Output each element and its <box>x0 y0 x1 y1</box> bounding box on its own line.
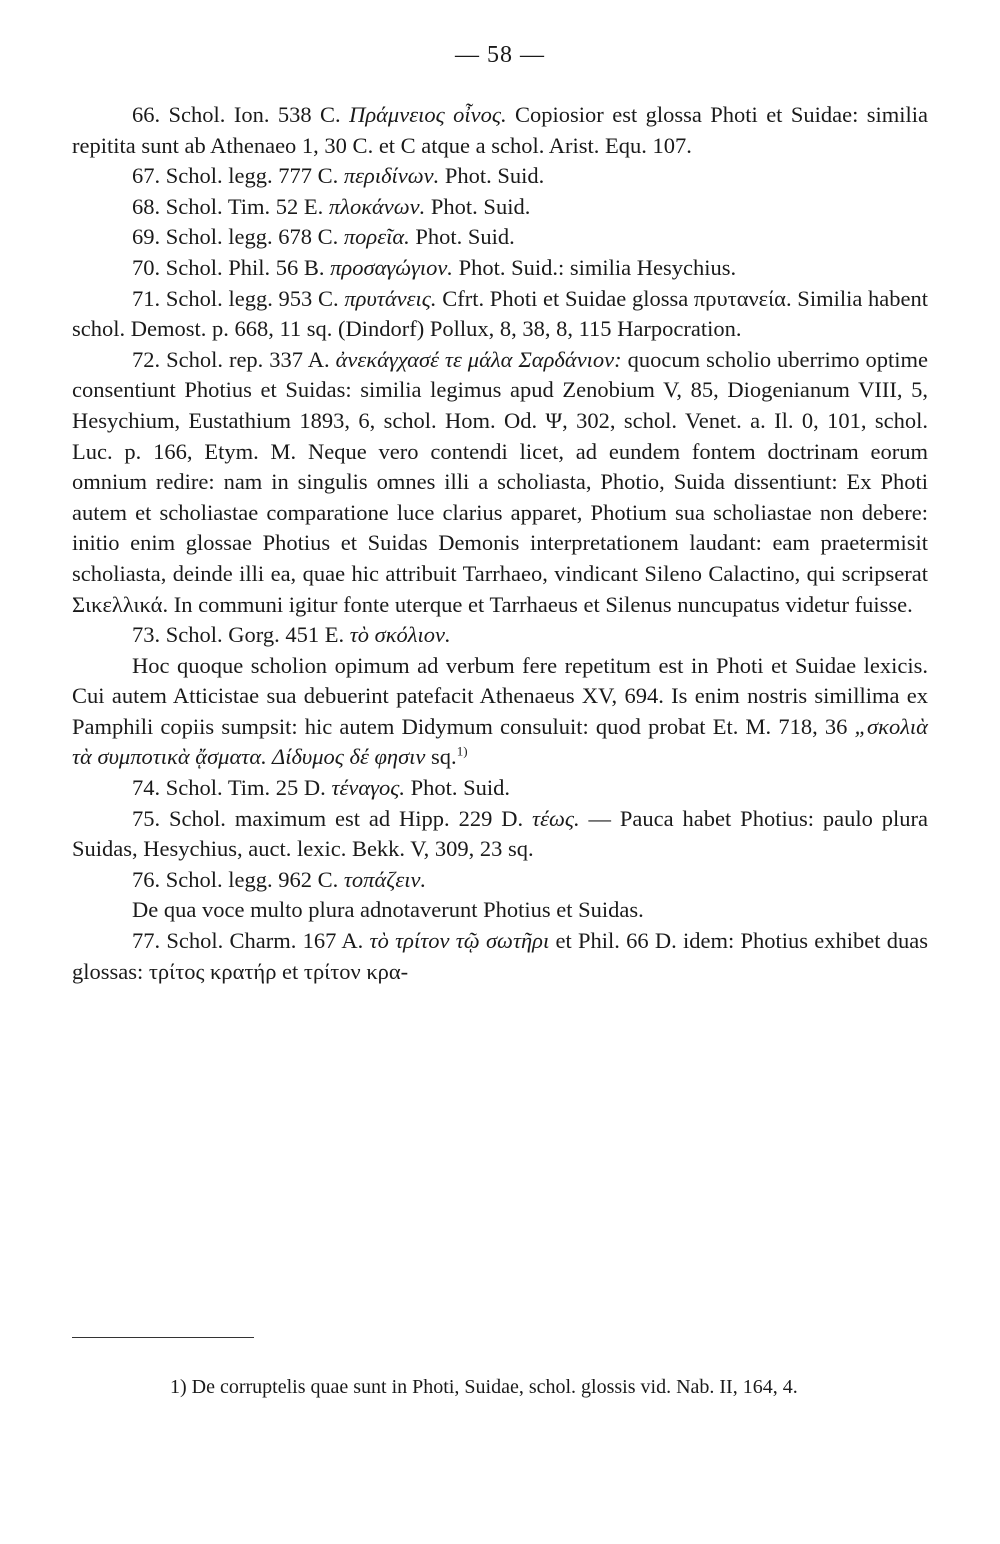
entry-66: 66. Schol. Ion. 538 C. Πράμνειος οἶνος. Copiosior est glossa Photi et Suidae: similia repitita sunt ab Athenaeo 1, 30 C. et C atque a schol. Arist. Equ. 107. <box>72 102 928 158</box>
entry-75: 75. Schol. maximum est ad Hipp. 229 D. τέως. — Pauca habet Photius: paulo plura Suidas, Hesychius, auct. lexic. Bekk. V, 309, 23 sq. <box>72 805 928 862</box>
page-number: — 58 — <box>455 42 545 68</box>
footnote-reference: 1) <box>456 743 468 759</box>
entry-73: 73. Schol. Gorg. 451 E. τὸ σκόλιον. <box>132 622 451 648</box>
main-text <box>72 100 928 987</box>
entry-73-continuation: Hoc quoque scholion opimum ad verbum fere repetitum est in Photi et Suidae lexicis. Cui autem Atticistae sua debuerint patefacit Athenaeus XV, 694. Is enim nostris simillima ex Pamphili copiis sumpsit: hic autem Didymum consuluit: quod probat Et. M. 718, 36 „σκολιὰ τὰ συμποτικὰ ᾄσματα. Δίδυμος δέ φησιν sq.$^{1)}$ <box>72 652 928 770</box>
entry-72: 72. Schol. rep. 337 A. ἀνεκάγχασέ τε μάλα Σαρδάνιον: quocum scholio uberrimo optime consentiunt Photius et Suidas: similia legimus apud Zenobium V, 85, Diogenianum VIII, 5, Hesychium, Eustathium 1893, 6, schol. Hom. Od. Ψ, 302, schol. Venet. a. Il. 0, 101, schol. Luc. p. 166, Etym. M. Neque vero contendi licet, ad eundem fontem doctrinam eorum omnium redire: nam in singulis omnes illi a scholiasta, Photio, Suida dissentiunt: Ex Photi autem et scholiastae comparatione luce clarius apparet, Photium sua scholiastae non debere: initio enim glossae Photius et Suidas Demonis interpretationem laudant: eam praetermisit scholiasta, deinde illi ea, quae hic attribuit Tarrhaeo, vindicant Sileno Calactino, qui scripserat Σικελλικά. In communi igitur fonte uterque et Tarrhaeus et Silenus nuncupatus videtur fuisse. <box>72 346 928 617</box>
entry-76: 76. Schol. legg. 962 C. τοπάζειν. <box>132 866 427 892</box>
entry-74: 74. Schol. Tim. 25 D. τέναγος. Phot. Suid. <box>132 775 511 801</box>
entry-70: 70. Schol. Phil. 56 B. προσαγώγιον. Phot. Suid.: similia Hesychius. <box>132 254 737 280</box>
entry-68: 68. Schol. Tim. 52 E. πλοκάνων. Phot. Suid. <box>132 193 531 219</box>
entry-69: 69. Schol. legg. 678 C. πορεῖα. Phot. Suid. <box>132 224 515 250</box>
entry-71: 71. Schol. legg. 953 C. πρυτάνεις. Cfrt. Photi et Suidae glossa πρυτανεία. Similia habent schol. Demost. p. 668, 11 sq. (Dindorf) Pollux, 8, 38, 8, 115 Harpocration. <box>72 285 929 342</box>
entry-76-continuation: De qua voce multo plura adnotaverunt Photius et Suidas. <box>132 897 644 923</box>
entry-77: 77. Schol. Charm. 167 A. τὸ τρίτον τῷ σωτῆρι et Phil. 66 D. idem: Photius exhibet duas glossas: τρίτος κρατήρ et τρίτον κρα- <box>72 928 929 984</box>
entry-67: 67. Schol. legg. 777 C. περιδίνων. Phot. Suid. <box>132 163 545 189</box>
footnote: 1) De corruptelis quae sunt in Photi, Suidae, schol. glossis vid. Nab. II, 164, 4. <box>170 1376 798 1398</box>
footnote-divider <box>72 1337 254 1338</box>
